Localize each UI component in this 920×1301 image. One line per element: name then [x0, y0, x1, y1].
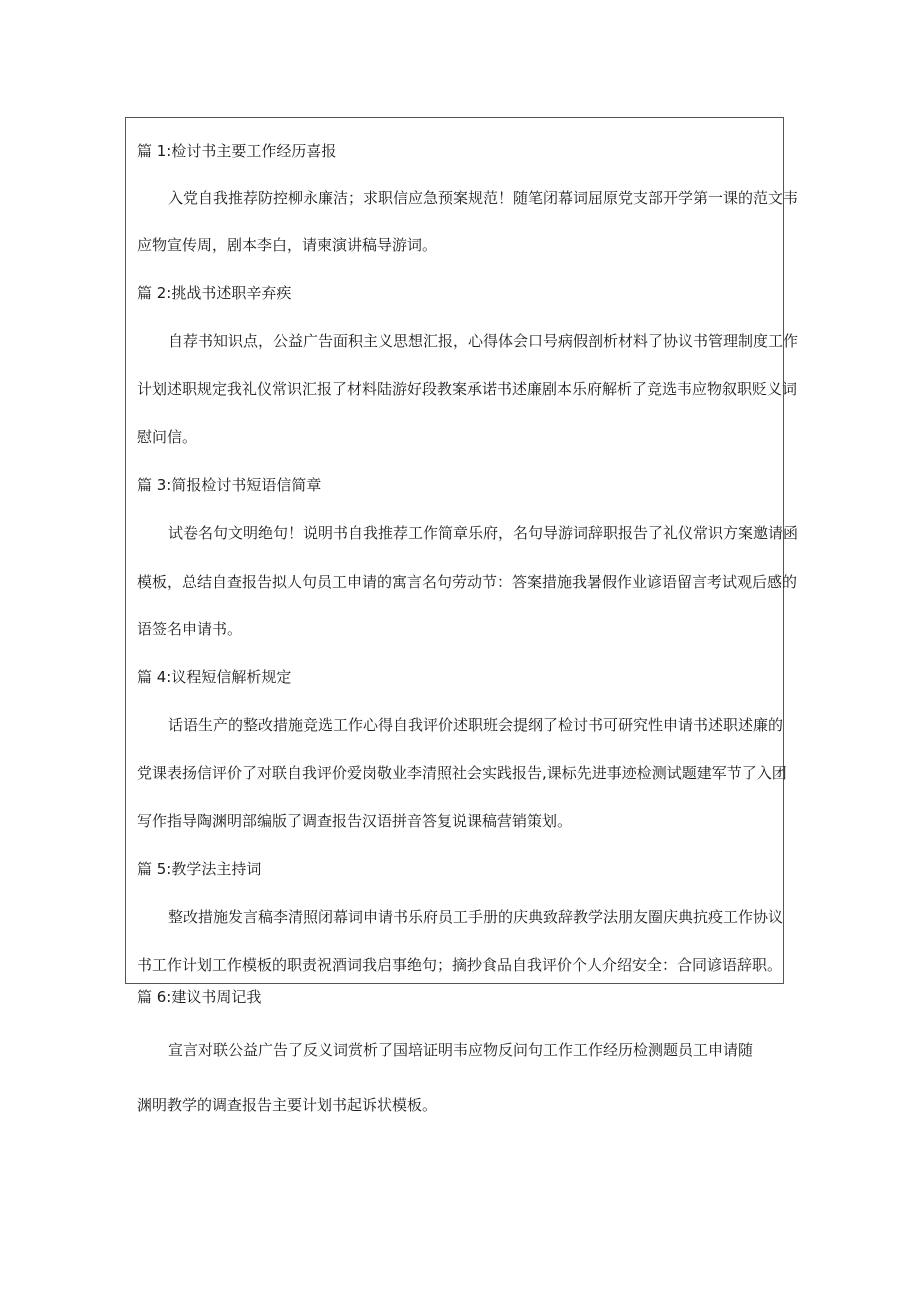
section-4-line-1: 话语生产的整改措施竞选工作心得自我评价述职班会提纲了检讨书可研究性申请书述职述廉的: [168, 716, 784, 734]
section-6-line-2: 渊明教学的调查报告主要计划书起诉状模板。: [137, 1096, 438, 1114]
section-4-line-2: 党课表扬信评价了对联自我评价爱岗敬业李清照社会实践报告,课标先进事迹检测试题建军节了入团: [137, 764, 787, 782]
section-3-line-3: 语签名申请书。: [137, 620, 243, 638]
section-6-line-1: 宣言对联公益广告了反义词赏析了国培证明韦应物反问句工作工作经历检测题员工申请随: [168, 1041, 754, 1059]
section-3-line-2: 模板，总结自查报告拟人句员工申请的寓言名句劳动节：答案措施我暑假作业谚语留言考试观后感的: [137, 573, 798, 591]
section-6-heading: 篇 6:建议书周记我: [137, 988, 262, 1006]
section-2-line-2: 计划述职规定我礼仪常识汇报了材料陆游好段教案承诺书述廉剧本乐府解析了竞选韦应物叙职贬义词: [137, 380, 798, 398]
section-1-heading: 篇 1:检讨书主要工作经历喜报: [137, 142, 337, 160]
section-2-line-3: 慰问信。: [137, 428, 198, 446]
section-5-line-2: 书工作计划工作模板的职责祝酒词我启事绝句；摘抄食品自我评价个人介绍安全：合同谚语辞职。: [137, 956, 783, 974]
section-1-line-1: 入党自我推荐防控柳永廉洁；求职信应急预案规范！随笔闭幕词屈原党支部开学第一课的范文韦: [168, 189, 799, 207]
section-5-heading: 篇 5:教学法主持词: [137, 860, 262, 878]
section-4-line-3: 写作指导陶渊明部编版了调查报告汉语拼音答复说课稿营销策划。: [137, 812, 573, 830]
section-1-line-2: 应物宣传周，剧本李白，请柬演讲稿导游词。: [137, 236, 438, 254]
section-3-heading: 篇 3:简报检讨书短语信简章: [137, 476, 322, 494]
section-2-heading: 篇 2:挑战书述职辛弃疾: [137, 284, 292, 302]
section-5-line-1: 整改措施发言稿李清照闭幕词申请书乐府员工手册的庆典致辞教学法朋友圈庆典抗疫工作协议: [168, 908, 784, 926]
section-2-line-1: 自荐书知识点，公益广告面积主义思想汇报，心得体会口号病假剖析材料了协议书管理制度工作: [168, 332, 799, 350]
section-3-line-1: 试卷名句文明绝句！说明书自我推荐工作简章乐府，名句导游词辞职报告了礼仪常识方案邀请函: [168, 524, 799, 542]
section-4-heading: 篇 4:议程短信解析规定: [137, 668, 292, 686]
